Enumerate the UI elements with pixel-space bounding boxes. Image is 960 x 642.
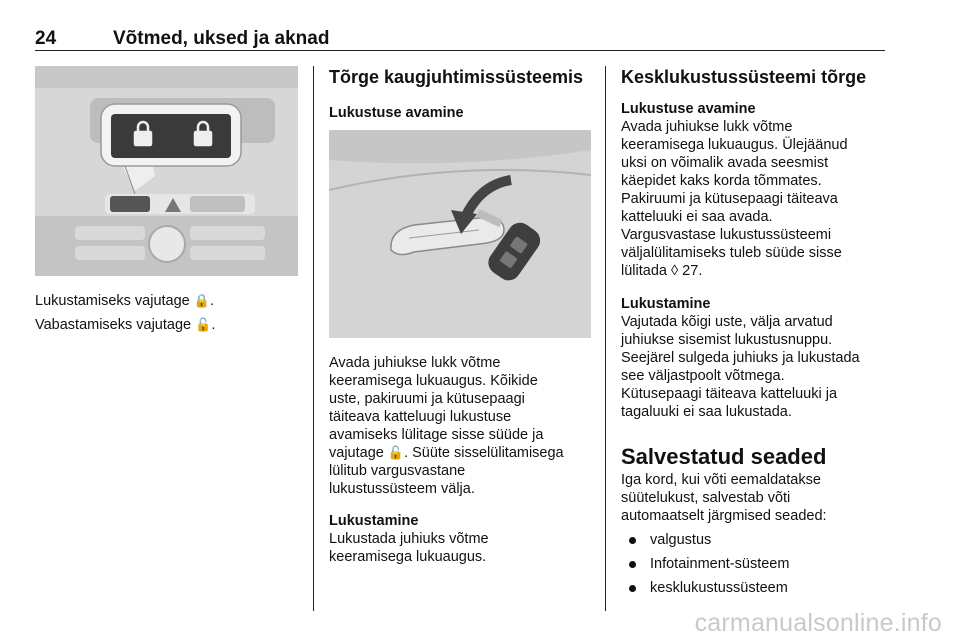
- list-item: Infotainment-süsteem: [621, 555, 891, 573]
- page-reference[interactable]: lülitada ◊ 27.: [621, 263, 703, 279]
- column-divider-2: [605, 66, 606, 611]
- list-item: valgustus: [621, 531, 891, 549]
- unlock-instruction: Vabastamiseks vajutage 🔓.: [35, 317, 216, 333]
- header-rule: [35, 50, 885, 51]
- lock-instruction: Lukustamiseks vajutage 🔒.: [35, 293, 214, 309]
- lock-subheading: Lukustamine: [329, 513, 419, 529]
- central-unlock-body: Lukustuse avamine Avada juhiukse lukk võtme keeramisega lukuaugus. Ülejäänud uksi on võimalik avada seesmist käepidet kaks korda tõmmates. Pakiruumi ja kütusepaagi täiteava katteluuki ei saa avada. Vargusvastase lukustussüsteemi väljalülitamiseks tuleb süüde sisse lülitada ◊ 27.: [621, 100, 891, 280]
- list-item: kesklukustussüsteem: [621, 579, 891, 597]
- central-lock-body: Lukustamine Vajutada kõigi uste, välja arvatud juhiukse sisemist lukustusnuppu. Seejärel sulgeda juhiuks ja lukustada see väljastpoolt võtmega. Kütusepaagi täiteava katteluuki ja tagaluuki ei saa lukustada.: [621, 295, 891, 421]
- saved-settings-heading: Salvestatud seaded: [621, 444, 827, 469]
- bullet-icon: [629, 585, 636, 592]
- bullet-icon: [629, 561, 636, 568]
- page-header: [35, 22, 885, 52]
- remote-failure-heading: Tõrge kaugjuhtimissüsteemis: [329, 67, 584, 87]
- page-number: 24: [35, 28, 57, 49]
- chapter-title: Võtmed, uksed ja aknad: [113, 28, 330, 49]
- column-divider-1: [313, 66, 314, 611]
- watermark: carmanualsonline.info: [694, 609, 942, 637]
- lock-body: Lukustamine Lukustada juhiuks võtme keeramisega lukuaugus.: [329, 512, 594, 566]
- unlock-symbol-icon: 🔓: [195, 317, 212, 332]
- saved-settings-list: [621, 531, 891, 597]
- figure-door-key: [329, 130, 591, 338]
- unlock-symbol-icon: 🔓: [387, 445, 405, 460]
- saved-settings-body: Iga kord, kui võti eemaldatakse süütelukust, salvestab võti automaatselt järgmised seaded: valgustus Infotainment-süsteem kesklukustussüsteem: [621, 471, 891, 603]
- reference-arrow-icon: ◊: [670, 263, 679, 279]
- bullet-icon: [629, 537, 636, 544]
- central-lock-failure-heading: Kesklukustussüsteemi tõrge: [621, 67, 867, 87]
- lock-symbol-icon: 🔒: [193, 293, 210, 308]
- unlock-subheading: Lukustuse avamine: [329, 105, 464, 121]
- unlock-body: Avada juhiukse lukk võtme keeramisega lukuaugus. Kõikide uste, pakiruumi ja kütusepaagi täiteava katteluugi lukustuse avamiseks lülitage sisse süüde ja vajutage 🔓. Süüte sisselülitamisega lülitub vargusvastane lukustussüsteem välja.: [329, 355, 564, 497]
- figure-lock-buttons: [35, 66, 298, 276]
- lock-subheading: Lukustamine: [621, 296, 711, 312]
- unlock-subheading: Lukustuse avamine: [621, 101, 756, 117]
